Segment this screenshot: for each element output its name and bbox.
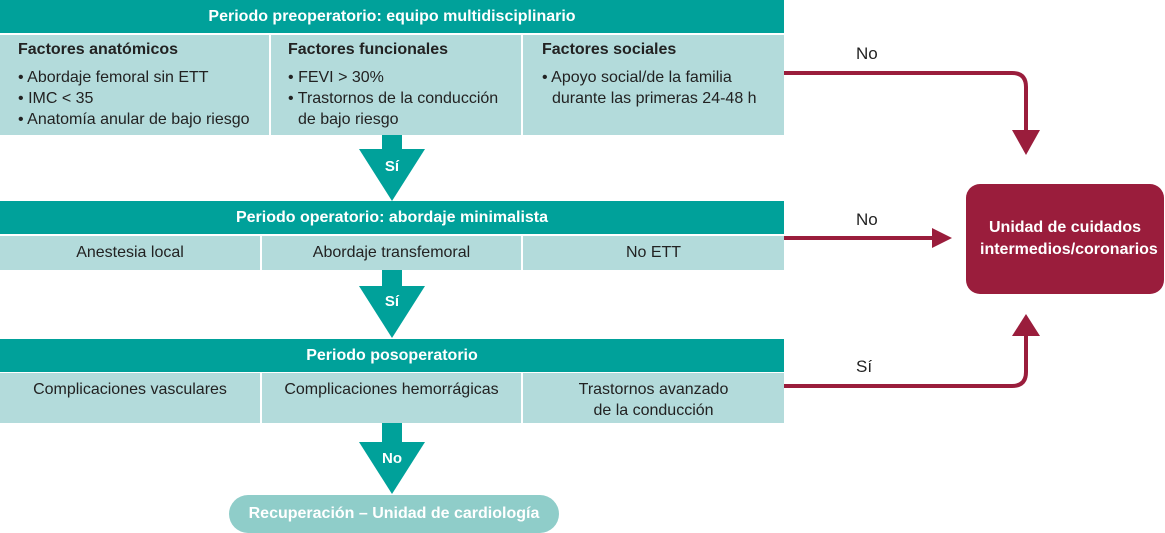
conduction-line-2: de la conducción	[593, 402, 714, 419]
bullet-char: •	[18, 69, 24, 86]
vascular-complications-cell: Complicaciones vasculares	[0, 373, 260, 423]
list-item-continuation: de bajo riesgo	[298, 111, 399, 128]
bullet-char: •	[288, 90, 294, 107]
bullet-char: •	[288, 69, 294, 86]
bullet-text: Abordaje femoral sin ETT	[27, 69, 209, 86]
destination-text: Unidad de cuidados intermedios/coronarios	[980, 219, 1158, 258]
side-label-no-1: No	[856, 44, 878, 63]
bullet-text: FEVI > 30%	[298, 69, 384, 86]
arrow-label-yes-1: Sí	[384, 158, 400, 175]
bullet-char: •	[542, 69, 548, 86]
list-item-continuation: durante las primeras 24-48 h	[552, 90, 757, 107]
recovery-pill: Recuperación – Unidad de cardiología	[229, 495, 559, 533]
arrow-label-no: No	[382, 450, 402, 467]
side-arrow-top	[784, 73, 1040, 155]
bullet-text: IMC < 35	[28, 90, 94, 107]
functional-factors-title: Factores funcionales	[288, 41, 449, 58]
conduction-line-1: Trastornos avanzado	[578, 381, 729, 398]
bullet-text: Anatomía anular de bajo riesgo	[27, 111, 250, 128]
hemorrhagic-complications-cell: Complicaciones hemorrágicas	[262, 373, 521, 423]
side-label-no-2: No	[856, 210, 878, 229]
local-anesthesia-cell: Anestesia local	[0, 236, 260, 270]
postoperative-header: Periodo posoperatorio	[0, 339, 784, 372]
bullet-char: •	[18, 111, 24, 128]
no-ett-cell: No ETT	[523, 236, 784, 270]
intermediate-care-unit-box	[966, 184, 1164, 294]
bullet-text: Trastornos de la conducción	[297, 90, 499, 107]
social-factors-title: Factores sociales	[542, 41, 677, 58]
side-arrow-middle	[784, 228, 952, 248]
transfemoral-cell: Abordaje transfemoral	[262, 236, 521, 270]
arrow-label-yes-2: Sí	[384, 293, 400, 310]
side-label-yes: Sí	[856, 357, 873, 376]
operative-header: Periodo operatorio: abordaje minimalista	[0, 201, 784, 234]
bullet-char: •	[18, 90, 24, 107]
bullet-text: Apoyo social/de la familia	[551, 69, 732, 86]
side-arrow-bottom	[784, 314, 1040, 386]
preoperative-header: Periodo preoperatorio: equipo multidisciplinario	[0, 0, 784, 33]
anatomic-factors-title: Factores anatómicos	[18, 41, 179, 58]
